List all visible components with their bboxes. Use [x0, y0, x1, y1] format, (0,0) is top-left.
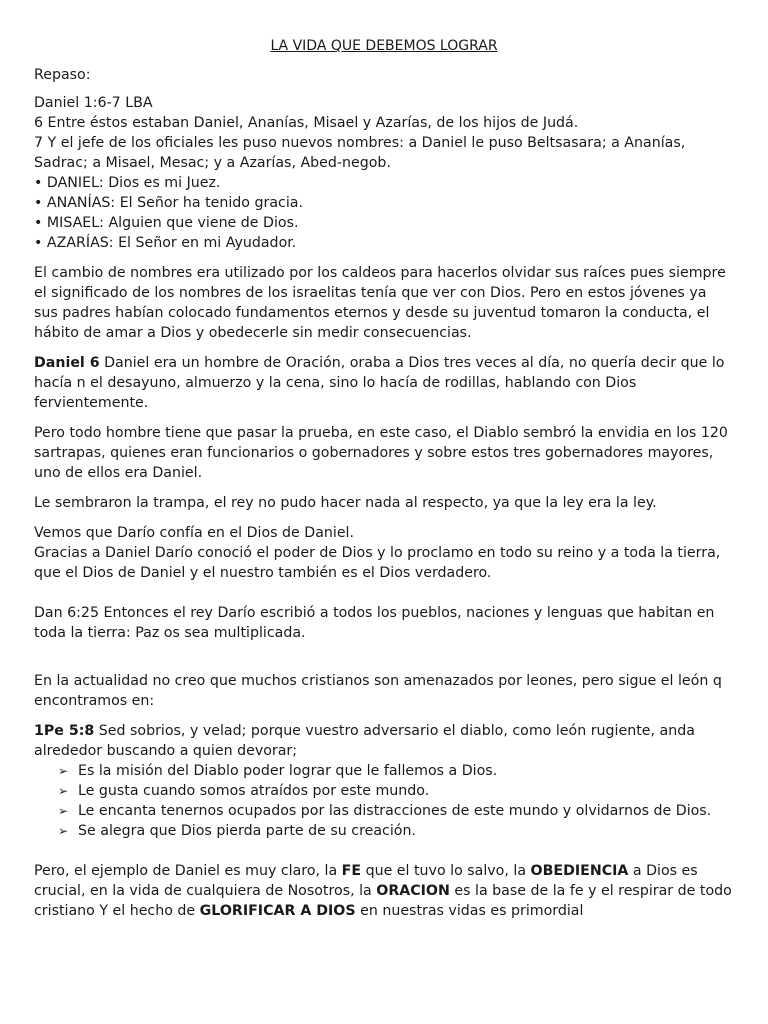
paragraph-dario: [34, 523, 734, 583]
paragraph-vemos: Vemos que Darío confía en el Dios de Daniel.: [34, 525, 355, 541]
keyword-obediencia: OBEDIENCIA: [530, 863, 629, 879]
paragraph-daniel-6: Daniel 6 Daniel era un hombre de Oración, oraba a Dios tres veces al día, no quería decir que lo hacía n el desayuno, almuerzo y la cena, sino lo hacía de rodillas, hablando con Dios fervientemente.: [34, 355, 725, 411]
paragraph-1pe-5-8: 1Pe 5:8 Sed sobrios, y velad; porque vuestro adversario el diablo, como león rugiente, anda alrededor buscando a quien devorar;: [34, 723, 695, 759]
bullet-icon: •: [34, 235, 43, 251]
bullet-icon: •: [34, 195, 43, 211]
list-item: • DANIEL: Dios es mi Juez.: [34, 175, 221, 191]
daniel-1-passage: [34, 93, 734, 173]
keyword-oracion: ORACION: [376, 883, 450, 899]
paragraph-cambio: El cambio de nombres era utilizado por los caldeos para hacerlos olvidar sus raíces pues siempre el significado de los nombres de los israelitas tenía que ver con Dios. Pero en estos jóvenes ya sus padres habían colocado fundamentos eternos y desde su juventud tomaron la conducta, el hábito de amar a Dios y obedecerle sin medir consecuencias.: [34, 265, 726, 341]
paragraph-prueba: Pero todo hombre tiene que pasar la prueba, en este caso, el Diablo sembró la envidia en los 120 sartrapas, quienes eran funcionarios o gobernadores y sobre estos tres gobernadores mayores, uno de ellos era Daniel.: [34, 425, 728, 481]
names-list: [34, 173, 734, 253]
keyword-glorificar: GLORIFICAR A DIOS: [199, 903, 356, 919]
list-item: • AZARÍAS: El Señor en mi Ayudador.: [34, 235, 297, 251]
list-item: • MISAEL: Alguien que viene de Dios.: [34, 215, 299, 231]
bullet-icon: •: [34, 175, 43, 191]
list-item: ➢ Le gusta cuando somos atraídos por este mundo.: [58, 783, 430, 799]
repaso-label: Repaso:: [34, 67, 91, 83]
keyword-fe: FE: [341, 863, 362, 879]
paragraph-gracias: Gracias a Daniel Darío conoció el poder de Dios y lo proclamo en todo su reino y a toda la tierra, que el Dios de Daniel y el nuestro también es el Dios verdadero.: [34, 545, 721, 581]
bullet-icon: •: [34, 215, 43, 231]
paragraph-conclusion: Pero, el ejemplo de Daniel es muy claro, la FE que el tuvo lo salvo, la OBEDIENCIA a Dios es crucial, en la vida de cualquiera de Nosotros, la ORACION es la base de la fe y el respirar de todo cristiano Y el hecho de GLORIFICAR A DIOS en nuestras vidas es primordial: [34, 863, 732, 919]
arrow-bullet-icon: ➢: [58, 824, 69, 838]
1pe-reference: 1Pe 5:8: [34, 723, 95, 739]
list-item: ➢ Le encanta tenernos ocupados por las distracciones de este mundo y olvidarnos de Dios.: [58, 803, 712, 819]
daniel-6-reference: Daniel 6: [34, 355, 100, 371]
verse-6: 6 Entre éstos estaban Daniel, Ananías, Misael y Azarías, de los hijos de Judá.: [34, 115, 579, 131]
paragraph-dan-6-25: Dan 6:25 Entonces el rey Darío escribió a todos los pueblos, naciones y lenguas que habitan en toda la tierra: Paz os sea multiplicada.: [34, 605, 715, 641]
arrow-bullet-icon: ➢: [58, 784, 69, 798]
paragraph-actualidad: En la actualidad no creo que muchos cristianos son amenazados por leones, pero sigue el león q encontramos en:: [34, 673, 722, 709]
arrow-bullet-icon: ➢: [58, 764, 69, 778]
verse-7: 7 Y el jefe de los oficiales les puso nuevos nombres: a Daniel le puso Beltsasara; a Ananías, Sadrac; a Misael, Mesac; y a Azarías, Abed-negob.: [34, 135, 686, 171]
list-item: ➢ Se alegra que Dios pierda parte de su creación.: [58, 823, 416, 839]
passage-reference: Daniel 1:6-7 LBA: [34, 95, 153, 111]
document-title: LA VIDA QUE DEBEMOS LOGRAR: [270, 38, 498, 54]
paragraph-trampa: Le sembraron la trampa, el rey no pudo hacer nada al respecto, ya que la ley era la ley.: [34, 495, 657, 511]
list-item: ➢ Es la misión del Diablo poder lograr que le fallemos a Dios.: [58, 763, 498, 779]
arrow-list: [34, 761, 734, 841]
list-item: • ANANÍAS: El Señor ha tenido gracia.: [34, 195, 303, 211]
arrow-bullet-icon: ➢: [58, 804, 69, 818]
